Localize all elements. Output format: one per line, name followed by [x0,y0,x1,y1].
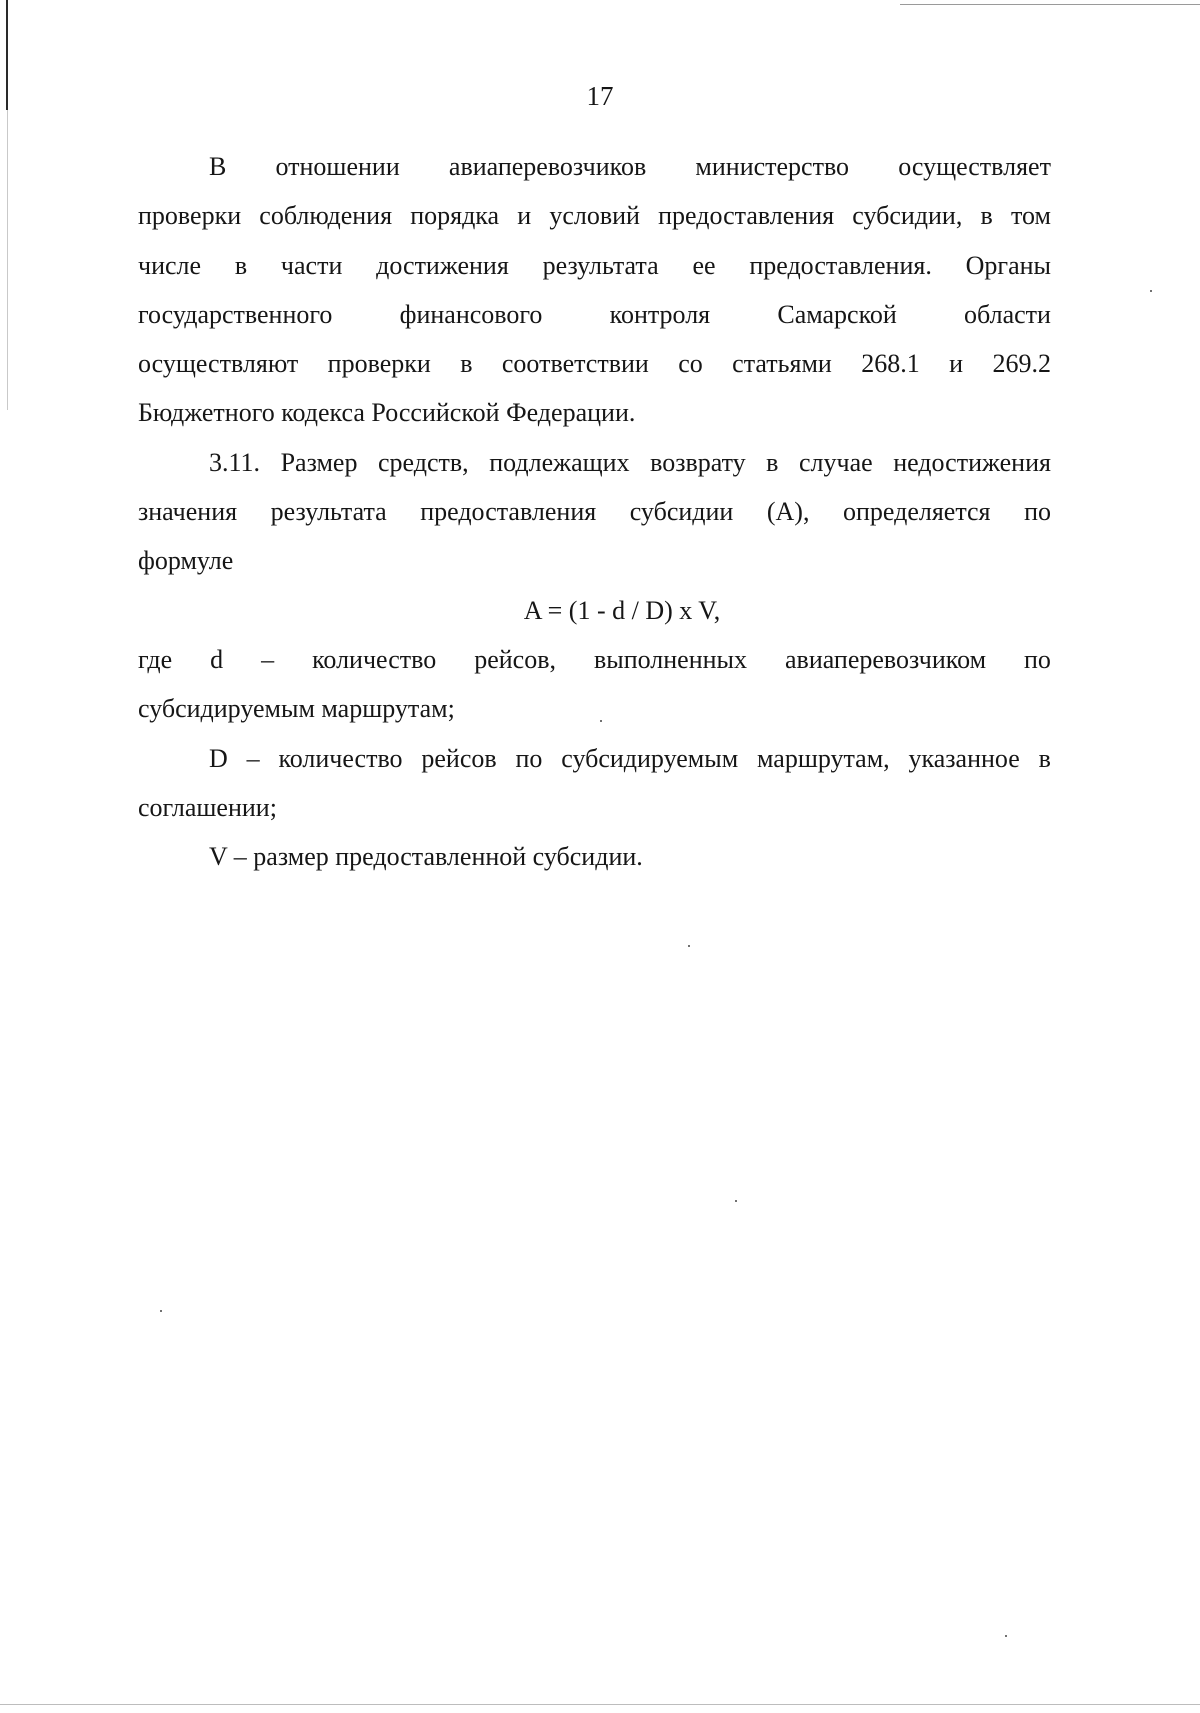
word: осуществляет [898,152,1051,181]
word: проверки [138,201,242,231]
word: условий [549,201,640,231]
word: в [234,250,248,280]
word: в [766,447,779,477]
word: достижения [376,250,509,280]
text-line [138,142,1051,191]
word: по [1024,497,1051,527]
word: возврату [650,447,746,477]
word: контроля [609,299,711,329]
word: по [1024,644,1051,674]
word: осуществляют [138,349,299,379]
word: соответствии [501,349,649,379]
word: 269.2 [992,349,1051,379]
word: по [515,743,543,773]
word: ее [692,250,716,280]
word: результата [542,250,659,280]
word: случае [798,447,873,477]
text-line [138,487,1051,536]
word: в [1038,743,1051,773]
word: Размер [280,447,358,477]
word: со [678,349,703,379]
formula: A = (1 - d / D) x V, [523,595,721,625]
word: количество [278,743,403,773]
word: авиаперевозчиков [448,152,647,181]
word: Органы [965,250,1051,280]
word: том [1010,201,1051,231]
word: – [246,743,260,773]
word: отношении [275,152,400,181]
word: d [210,644,224,674]
word: Самарской [777,299,897,329]
word: и [949,349,964,379]
word: – [261,644,275,674]
text-line: соглашении; [138,792,277,822]
word: выполненных [593,644,748,674]
scan-speck [1005,1635,1007,1637]
text-line [138,734,1051,783]
word: проверки [327,349,431,379]
text-line: формуле [138,546,234,576]
text-line [138,241,1051,290]
word: государственного [138,299,333,329]
word: значения [138,497,238,527]
word: министерство [695,152,850,181]
word: субсидируемым [561,743,739,773]
text-line: Бюджетного кодекса Российской Федерации. [138,398,636,428]
scan-edge-bottom [0,1704,1200,1705]
scan-speck [735,1200,737,1202]
word: авиаперевозчиком [785,644,987,674]
word: В [209,152,227,181]
text-line [138,438,1051,487]
page-number: 17 [586,81,614,111]
word: (A), [766,497,810,527]
word: числе [138,250,202,280]
text-line: субсидируемым маршрутам; [138,694,455,724]
word: и [517,201,532,231]
word: субсидии [629,497,734,527]
word: части [280,250,343,280]
word: предоставления [420,497,597,527]
scan-edge-top [900,4,1200,5]
word: в [980,201,993,231]
word: маршрутам, [757,743,890,773]
word: недостижения [893,447,1051,477]
word: подлежащих [489,447,630,477]
word: порядка [410,201,500,231]
scan-speck [1150,290,1152,292]
word: финансового [399,299,543,329]
document-body [138,142,1051,881]
scan-edge-left-faint [7,110,8,410]
scan-speck [688,945,690,947]
text-line [138,191,1051,240]
word: определяется [842,497,991,527]
word: 3.11. [209,447,261,477]
text-line [138,339,1051,388]
word: статьями [732,349,832,379]
word: 268.1 [861,349,920,379]
text-line [138,290,1051,339]
word: средств, [378,447,469,477]
scan-speck [160,1310,162,1312]
text-line [138,635,1051,684]
word: D [209,743,228,773]
word: результата [270,497,387,527]
word: в [460,349,473,379]
word: соблюдения [259,201,393,231]
word: количество [312,644,437,674]
word: области [964,299,1051,329]
word: предоставления [658,201,835,231]
word: предоставления. [749,250,932,280]
word: рейсов, [474,644,556,674]
text-line: V – размер предоставленной субсидии. [209,842,643,872]
word: субсидии, [852,201,963,231]
word: где [138,644,173,674]
word: указанное [908,743,1020,773]
word: рейсов [421,743,497,773]
